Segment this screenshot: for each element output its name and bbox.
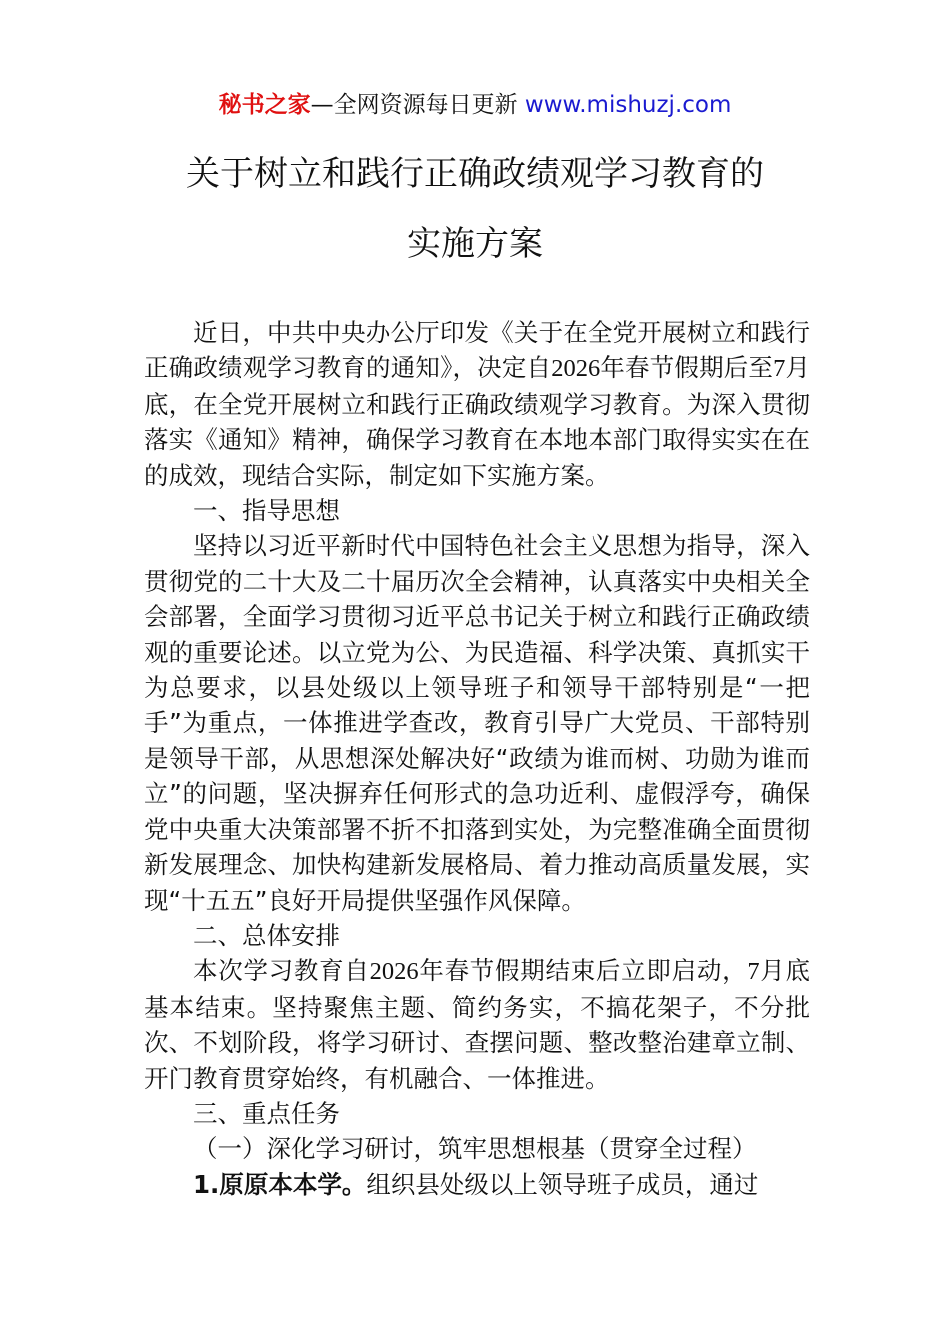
document-title-line-1: 关于树立和践行正确政绩观学习教育的: [186, 154, 764, 194]
guiding-ideology-paragraph: 坚持以习近平新时代中国特色社会主义思想为指导，深入贯彻党的二十大及二十届历次全会精神，认真落实中央相关全会部署，全面学习贯彻习近平总书记关于树立和践行正确政绩观的重要论述。以立党为公、为民造福、科学决策、真抓实干为总要求，以县处级以上领导班子和领导干部特别是“一把手”为重点，一体推进学查改，教育引导广大党员、干部特别是领导干部，从思想深处解决好“政绩为谁而树、功勋为谁而立”的问题，坚决摒弃任何形式的急功近利、虚假浮夸，确保党中央重大决策部署不折不扣落到实处，为完整准确全面贯彻新发展理念、加快构建新发展格局、着力推动高质量发展，实现“十五五”良好开局提供坚强作风保障。: [144, 531, 810, 915]
section-heading-overall-arrangement: 二、总体安排: [193, 920, 340, 950]
site-brand[interactable]: 秘书之家: [218, 92, 311, 118]
section-heading-guiding-ideology: 一、指导思想: [193, 496, 340, 526]
site-tagline: —全网资源每日更新: [310, 92, 525, 118]
site-url-link[interactable]: www.mishuzj.com: [524, 92, 732, 118]
site-header: [0, 88, 950, 122]
intro-paragraph: 近日，中共中央办公厅印发《关于在全党开展树立和践行正确政绩观学习教育的通知》，决定自2026年春节假期后至7月底，在全党开展树立和践行正确政绩观学习教育。为深入贯彻落实《通知》精神，确保学习教育在本地本部门取得实实在在的成效，现结合实际，制定如下实施方案。: [144, 318, 811, 490]
subsection-heading-study: （一）深化学习研讨，筑牢思想根基（贯穿全过程）: [193, 1134, 757, 1164]
overall-arrangement-paragraph: 本次学习教育自2026年春节假期结束后立即启动，7月底基本结束。坚持聚焦主题、简约务实，不搞花架子，不分批次、不划阶段，将学习研讨、查摆问题、整改整治建章立制、开门教育贯穿始终，有机融合、一体推进。: [144, 956, 811, 1093]
section-heading-key-tasks: 三、重点任务: [193, 1098, 340, 1128]
document-body: [144, 315, 810, 1202]
document-title-line-2: 实施方案: [407, 224, 543, 264]
item-1-paragraph: 1.原原本本学。组织县处级以上领导班子成员，通过: [193, 1169, 759, 1199]
item-1-lead: 1.原原本本学。: [193, 1169, 367, 1199]
